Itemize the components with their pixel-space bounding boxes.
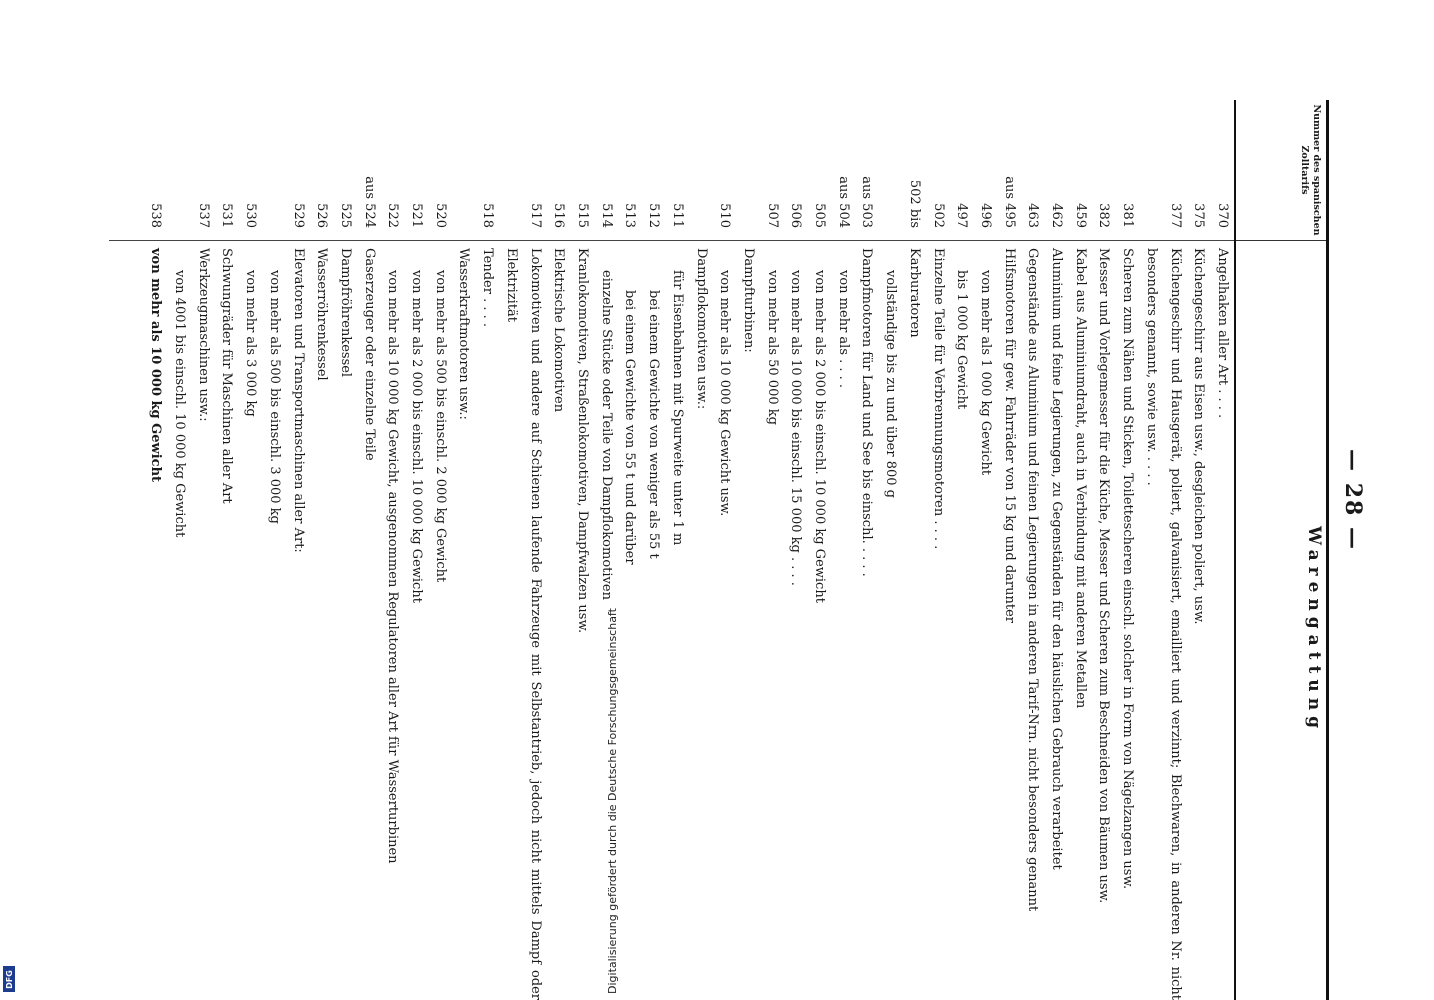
table-row [333,100,357,1000]
table-row [310,100,334,1000]
table-row [570,100,594,1000]
tariff-number: 507 [764,203,780,228]
tariff-number: 531 [219,203,235,228]
goods-description: von mehr als 10 000 kg Gewicht, ausgenommen Regulatoren aller Art für Wasserturbinen [385,270,401,864]
table-row [144,100,168,1000]
table-row [547,100,571,1000]
tariff-number: 506 [788,203,804,228]
tariff-number: 497 [954,203,970,228]
tariff-number: 502 bis [906,179,922,228]
tariff-number: 370 [1215,203,1230,228]
goods-description: von mehr als 10 000 bis einschl. 15 000 kg . . . . [788,270,804,586]
goods-description: Einzelne Teile für Verbrennungsmotoren . . . . [930,248,946,550]
goods-description: Wasserkraftmotoren usw.: [456,248,472,420]
table-row [1210,100,1234,1000]
goods-description: Angelhaken aller Art . . . . [1215,248,1230,419]
table-row [1092,100,1116,1000]
table-row [499,100,546,1000]
tariff-number: 537 [195,203,211,228]
goods-description: von mehr als 2 000 bis einschl. 10 000 kg Gewicht [812,270,828,603]
number-column-heading: Nummer des spanischen Zolltarifs [1299,104,1322,236]
tariff-number: 517 [527,203,543,228]
table-row [428,100,452,1000]
table-row [191,100,215,1000]
table-row [1068,100,1092,1000]
goods-description: Karburatoren [906,248,922,338]
goods-description: Küchengeschirr aus Eisen usw., desgleichen poliert, usw. [1191,248,1207,625]
tariff-number: 496 [977,203,993,228]
table-row [1139,100,1186,1000]
tariff-number: 463 [1025,203,1041,228]
table-row [404,100,428,1000]
table-row [997,100,1021,1000]
tariff-number [736,100,760,240]
tariff-number: 520 [432,203,448,228]
dfg-logo-icon [3,966,15,992]
goods-description: Tender . . . . [480,248,496,328]
table-row [926,100,950,1000]
goods-description: Elektrische Lokomotiven [551,248,567,413]
tariff-number: 530 [243,203,259,228]
table-row [215,100,239,1000]
dfg-logo-text: DFG [4,969,14,989]
table-row [831,100,855,1000]
tariff-number [167,100,191,240]
tariff-number: 515 [575,203,591,228]
goods-description: bis 1 000 kg Gewicht [954,270,970,410]
table-row [452,100,476,1000]
table-row [855,100,879,1000]
goods-description: bei einem Gewichte von 55 t und darüber [622,290,638,565]
goods-description: Messer und Vorlegemesser für die Küche, Messer und Scheren zum Beschneiden von Bäumen usw. [1096,248,1112,904]
goods-description: von 4001 bis einschl. 10 000 kg Gewicht [172,270,188,538]
goods-description: Küchengeschirr und Hausgerät, poliert, galvanisiert, emailliert und verzinnt; Blechwaren, in anderen Nr. nicht besonders genannt, sowie usw. . . . . [1143,248,1183,1000]
goods-description: von mehr als 10 000 kg Gewicht [148,248,164,483]
table-row [807,100,831,1000]
table-row [1115,100,1139,1000]
goods-description: Dampfturbinen: [740,248,756,353]
tariff-number: 521 [409,203,425,228]
table-row [1021,100,1045,1000]
tariff-number [878,100,902,240]
header-bottom-rule [1234,100,1236,1000]
table-row [357,100,381,1000]
goods-description: Scheren zum Nähen und Sticken, Toilettescheren einschl. solcher in Form von Nägelzangen usw. [1120,248,1136,890]
goods-description: Dampflokomotiven usw.: [693,248,709,410]
tariff-table-body [144,100,1234,1000]
table-row [167,100,191,1000]
goods-description: von mehr als 1 000 kg Gewicht [977,270,993,476]
goods-description: Kabel aus Aluminiumdraht, auch in Verbindung mit anderen Metallen [1072,248,1088,709]
goods-description: Aluminium und feine Legierungen, zu Gegenständen für den häuslichen Gebrauch verarbeitet [1049,248,1065,870]
table-row [1187,100,1211,1000]
goods-description: Kranlokomotiven, Straßenlokomotiven, Dampfwalzen usw. [575,248,591,634]
goods-description: Dampfmotoren für Land und See bis einschl. . . . . [859,248,875,577]
goods-description: bei einem Gewichte von weniger als 55 t [646,290,662,559]
table-row [689,100,713,1000]
tariff-number: aus 504 [835,176,851,228]
tariff-number: 502 [930,203,946,228]
table-row [784,100,808,1000]
table-row [238,100,262,1000]
table-row [381,100,405,1000]
goods-description: Elevatoren und Transportmaschinen aller Art: [290,248,306,553]
table-row [1044,100,1068,1000]
tariff-number: 514 [598,203,614,228]
table-row [760,100,784,1000]
goods-description: von mehr als 3 000 kg [243,270,259,417]
tariff-number: 510 [717,203,733,228]
tariff-number [452,100,476,240]
tariff-number: 525 [337,203,353,228]
table-row [950,100,974,1000]
tariff-number: 512 [646,203,662,228]
header-column-divider [1232,240,1326,241]
tariff-number: 518 [480,203,496,228]
table-row [618,100,642,1000]
goods-description: von mehr als 500 bis einschl. 2 000 kg Gewicht [432,270,448,583]
tariff-number: 513 [622,203,638,228]
goods-description: einzelne Stücke oder Teile von Dampflokomotiven [598,270,614,600]
tariff-number [262,100,286,240]
tariff-number: aus 503 [859,176,875,228]
goods-description: von mehr als 50 000 kg [764,270,780,425]
goods-description: für Eisenbahnen mit Spurweite unter 1 m [669,270,685,546]
goods-description: Dampfröhrenkessel [337,248,353,378]
tariff-number: 526 [314,203,330,228]
column-heading-warengattung: Warengattung [1304,526,1324,734]
table-row [878,100,902,1000]
tariff-number [689,100,713,240]
goods-description: Lokomotiven und andere auf Schienen laufende Fahrzeuge mit Selbstantrieb, jedoch nicht mittels Dampf oder Elektrizität [503,248,543,1000]
table-row [973,100,997,1000]
goods-description: vollständige bis zu und über 800 g [883,270,899,498]
tariff-number: 522 [385,203,401,228]
goods-description: Wasserröhrenkessel [314,248,330,381]
tariff-number: 505 [812,203,828,228]
table-row [713,100,737,1000]
goods-description: von mehr als 2 000 bis einschl. 10 000 kg Gewicht [409,270,425,603]
tariff-number: 462 [1049,203,1065,228]
tariff-number: aus 495 [1001,176,1017,228]
goods-description: Gaserzeuger oder einzelne Teile [361,248,377,461]
goods-description: von mehr als 10 000 kg Gewicht usw. [717,270,733,517]
tariff-number: 382 [1096,203,1112,228]
goods-description: Hilfsmotoren für gew. Fahrräder von 15 kg und darunter [1001,248,1017,623]
goods-description: Schwungräder für Maschinen aller Art [219,248,235,504]
table-row [286,100,310,1000]
goods-description: Werkzeugmaschinen usw.: [195,248,211,422]
tariff-number: 511 [669,203,685,228]
tariff-number: 459 [1072,203,1088,228]
tariff-number: aus 524 [361,176,377,228]
dfg-funding-note: Digitalisierung gefördert durch die Deutsche Forschungsgemeinschaft [606,608,619,994]
table-row [665,100,689,1000]
tariff-number: 529 [290,203,306,228]
goods-description: Gegenstände aus Aluminium und feinen Legierungen in anderen Tarif-Nrn. nicht besonders genannt [1025,248,1041,912]
tariff-number: 381 [1120,203,1136,228]
tariff-number: 377 [1167,203,1183,228]
tariff-number: 516 [551,203,567,228]
tariff-number: 538 [148,203,164,228]
tariff-number: 375 [1191,203,1207,228]
goods-description: von mehr als 500 bis einschl. 3 000 kg [266,270,282,524]
table-row [736,100,760,1000]
table-row [641,100,665,1000]
goods-description: von mehr als . . . . [835,270,851,389]
page-number: — 28 — [1340,449,1366,551]
table-row [262,100,286,1000]
table-row [902,100,926,1000]
table-row [476,100,500,1000]
